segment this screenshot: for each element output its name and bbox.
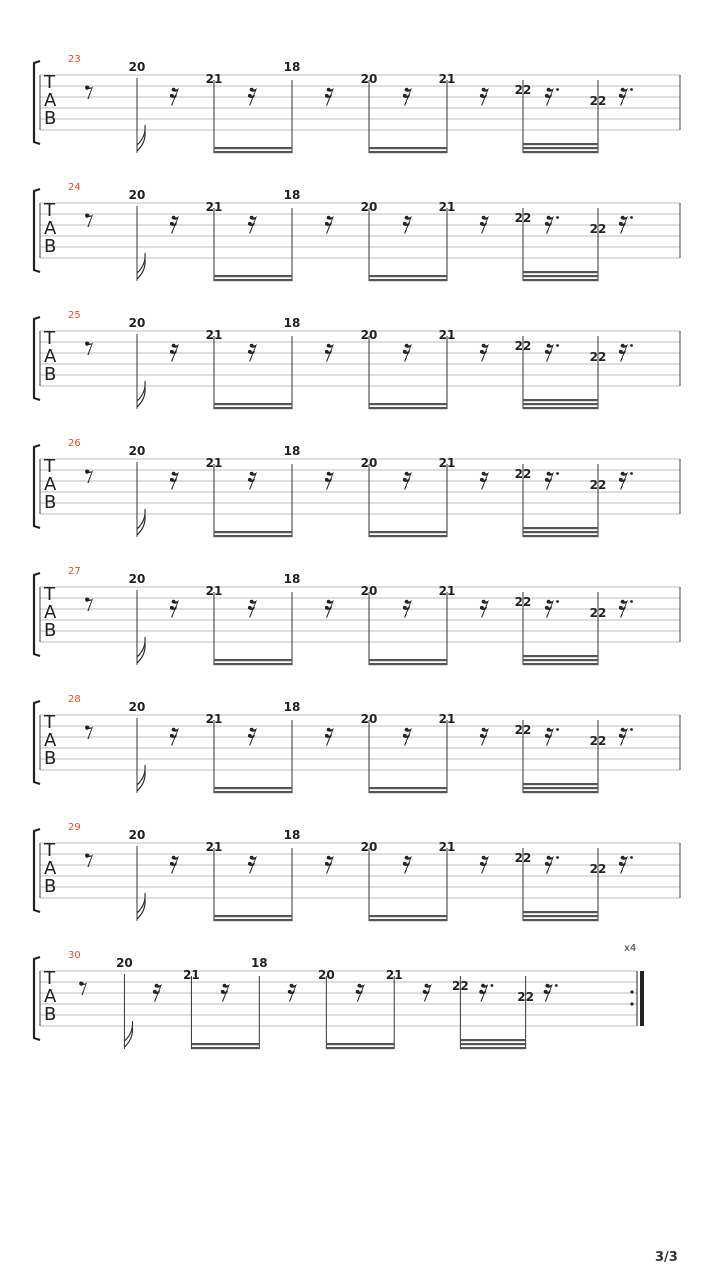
- measure-number: 27: [68, 566, 81, 577]
- system-bracket: [34, 957, 40, 1040]
- note-beam: [214, 915, 292, 917]
- note-beam: [214, 151, 292, 153]
- note-beam: [460, 1047, 525, 1049]
- fret-number: 18: [283, 188, 301, 202]
- measure-number: 28: [68, 694, 81, 705]
- note-beam: [523, 147, 598, 149]
- fret-number: 20: [360, 584, 378, 598]
- fret-number: 22: [514, 83, 532, 97]
- tab-clef-letter: A: [44, 730, 57, 751]
- system-bracket: [34, 189, 40, 272]
- note-beam: [214, 535, 292, 537]
- note-beam: [191, 1043, 259, 1045]
- tab-clef-letter: A: [44, 986, 57, 1007]
- fret-number: 21: [205, 200, 223, 214]
- fret-number: 22: [517, 990, 534, 1004]
- fret-number: 22: [514, 467, 532, 481]
- measure-number: 25: [68, 310, 81, 321]
- system-bracket: [34, 829, 40, 912]
- note-beam: [214, 275, 292, 277]
- note-beam: [369, 791, 447, 793]
- fret-number: 22: [514, 211, 532, 225]
- fret-number: 22: [514, 723, 532, 737]
- note-beam: [460, 1043, 525, 1045]
- tab-clef-letter: T: [44, 584, 55, 605]
- fret-number: 22: [589, 478, 607, 492]
- augmentation-dot: [630, 728, 633, 731]
- note-beam: [523, 531, 598, 533]
- tab-clef-letter: A: [44, 474, 57, 495]
- note-beam: [214, 279, 292, 281]
- tab-clef-letter: A: [44, 346, 57, 367]
- tab-clef-letter: T: [44, 712, 55, 733]
- fret-number: 20: [360, 328, 378, 342]
- note-beam: [214, 659, 292, 661]
- note-beam: [326, 1047, 394, 1049]
- note-beam: [369, 147, 447, 149]
- tab-clef-letter: A: [44, 602, 57, 623]
- fret-number: 20: [128, 828, 146, 842]
- repeat-dot: [630, 1002, 633, 1005]
- augmentation-dot: [630, 472, 633, 475]
- note-beam: [523, 659, 598, 661]
- note-beam: [523, 403, 598, 405]
- fret-number: 22: [589, 350, 607, 364]
- fret-number: 20: [128, 316, 146, 330]
- augmentation-dot: [490, 984, 493, 987]
- tab-clef-letter: A: [44, 90, 57, 111]
- note-beam: [214, 403, 292, 405]
- fret-number: 20: [128, 700, 146, 714]
- measure-number: 30: [68, 950, 81, 961]
- fret-number: 21: [205, 328, 223, 342]
- fret-number: 22: [514, 595, 532, 609]
- tab-clef-letter: T: [44, 328, 55, 349]
- tab-system-30: [34, 943, 644, 1049]
- fret-number: 21: [205, 584, 223, 598]
- tab-clef-letter: B: [44, 1004, 57, 1025]
- fret-number: 22: [452, 979, 469, 993]
- system-bracket: [34, 445, 40, 528]
- tab-clef-letter: B: [44, 492, 57, 513]
- fret-number: 22: [589, 734, 607, 748]
- note-beam: [523, 663, 598, 665]
- augmentation-dot: [556, 88, 559, 91]
- measure-number: 29: [68, 822, 81, 833]
- note-beam: [523, 399, 598, 401]
- note-beam: [523, 271, 598, 273]
- note-beam: [369, 279, 447, 281]
- fret-number: 21: [183, 968, 200, 982]
- note-beam: [523, 275, 598, 277]
- note-beam: [523, 655, 598, 657]
- note-beam: [214, 407, 292, 409]
- tab-clef-letter: B: [44, 620, 57, 641]
- note-beam: [214, 147, 292, 149]
- augmentation-dot: [630, 600, 633, 603]
- note-beam: [214, 663, 292, 665]
- system-bracket: [34, 701, 40, 784]
- fret-number: 22: [589, 94, 607, 108]
- note-beam: [523, 143, 598, 145]
- repeat-dot: [630, 990, 633, 993]
- fret-number: 21: [438, 72, 456, 86]
- augmentation-dot: [555, 984, 558, 987]
- fret-number: 20: [360, 712, 378, 726]
- note-beam: [523, 535, 598, 537]
- fret-number: 20: [317, 968, 335, 982]
- fret-number: 20: [128, 188, 146, 202]
- augmentation-dot: [556, 600, 559, 603]
- fret-number: 21: [438, 584, 456, 598]
- note-beam: [523, 791, 598, 793]
- tab-clef-letter: B: [44, 748, 57, 769]
- fret-number: 22: [514, 851, 532, 865]
- fret-number: 21: [438, 200, 456, 214]
- tab-clef-letter: B: [44, 108, 57, 129]
- fret-number: 18: [283, 700, 301, 714]
- tab-clef-letter: T: [44, 456, 55, 477]
- note-beam: [523, 407, 598, 409]
- note-beam: [460, 1039, 525, 1041]
- tab-system-24: [34, 182, 680, 281]
- fret-number: 18: [283, 828, 301, 842]
- tab-system-25: [34, 310, 680, 409]
- tab-clef-letter: T: [44, 200, 55, 221]
- note-beam: [214, 919, 292, 921]
- tab-system-27: [34, 566, 680, 665]
- page-number: 3/3: [655, 1250, 678, 1265]
- tab-clef-letter: B: [44, 876, 57, 897]
- tab-clef-letter: T: [44, 840, 55, 861]
- fret-number: 20: [116, 956, 133, 970]
- note-beam: [369, 531, 447, 533]
- note-beam: [369, 151, 447, 153]
- note-beam: [523, 911, 598, 913]
- note-beam: [214, 787, 292, 789]
- note-beam: [191, 1047, 259, 1049]
- fret-number: 18: [283, 60, 301, 74]
- fret-number: 20: [360, 72, 378, 86]
- tab-clef-letter: B: [44, 364, 57, 385]
- note-beam: [523, 919, 598, 921]
- tab-system-29: [34, 822, 680, 921]
- note-beam: [369, 919, 447, 921]
- fret-number: 20: [360, 456, 378, 470]
- tab-system-23: [34, 54, 680, 153]
- fret-number: 20: [360, 200, 378, 214]
- fret-number: 22: [589, 606, 607, 620]
- note-beam: [369, 787, 447, 789]
- final-barline: [640, 971, 644, 1026]
- note-beam: [369, 535, 447, 537]
- tab-system-28: [34, 694, 680, 793]
- fret-number: 22: [514, 339, 532, 353]
- tab-clef-letter: A: [44, 218, 57, 239]
- fret-number: 18: [250, 956, 268, 970]
- fret-number: 20: [128, 444, 146, 458]
- fret-number: 22: [589, 222, 607, 236]
- note-beam: [523, 783, 598, 785]
- note-beam: [523, 527, 598, 529]
- note-beam: [369, 663, 447, 665]
- augmentation-dot: [630, 344, 633, 347]
- fret-number: 18: [283, 444, 301, 458]
- tab-clef-letter: T: [44, 968, 55, 989]
- system-bracket: [34, 61, 40, 144]
- note-beam: [214, 531, 292, 533]
- fret-number: 21: [205, 456, 223, 470]
- fret-number: 21: [438, 456, 456, 470]
- system-bracket: [34, 573, 40, 656]
- note-beam: [523, 151, 598, 153]
- note-beam: [369, 275, 447, 277]
- augmentation-dot: [630, 88, 633, 91]
- tab-system-26: [34, 438, 680, 537]
- augmentation-dot: [556, 344, 559, 347]
- fret-number: 21: [438, 840, 456, 854]
- note-beam: [326, 1043, 394, 1045]
- note-beam: [369, 407, 447, 409]
- fret-number: 20: [128, 572, 146, 586]
- fret-number: 21: [385, 968, 403, 982]
- fret-number: 18: [283, 572, 301, 586]
- fret-number: 21: [205, 840, 223, 854]
- augmentation-dot: [556, 216, 559, 219]
- tab-clef-letter: B: [44, 236, 57, 257]
- augmentation-dot: [556, 472, 559, 475]
- augmentation-dot: [556, 856, 559, 859]
- note-beam: [369, 659, 447, 661]
- measure-number: 24: [68, 182, 81, 193]
- note-beam: [369, 403, 447, 405]
- fret-number: 21: [205, 72, 223, 86]
- augmentation-dot: [556, 728, 559, 731]
- fret-number: 21: [438, 712, 456, 726]
- note-beam: [369, 915, 447, 917]
- fret-number: 21: [205, 712, 223, 726]
- note-beam: [523, 279, 598, 281]
- measure-number: 26: [68, 438, 81, 449]
- repeat-count: x4: [624, 943, 637, 954]
- fret-number: 21: [438, 328, 456, 342]
- augmentation-dot: [630, 856, 633, 859]
- fret-number: 22: [589, 862, 607, 876]
- note-beam: [523, 915, 598, 917]
- note-beam: [523, 787, 598, 789]
- system-bracket: [34, 317, 40, 400]
- tab-clef-letter: A: [44, 858, 57, 879]
- fret-number: 20: [128, 60, 146, 74]
- augmentation-dot: [630, 216, 633, 219]
- measure-number: 23: [68, 54, 81, 65]
- fret-number: 18: [283, 316, 301, 330]
- note-beam: [214, 791, 292, 793]
- fret-number: 20: [360, 840, 378, 854]
- tab-clef-letter: T: [44, 72, 55, 93]
